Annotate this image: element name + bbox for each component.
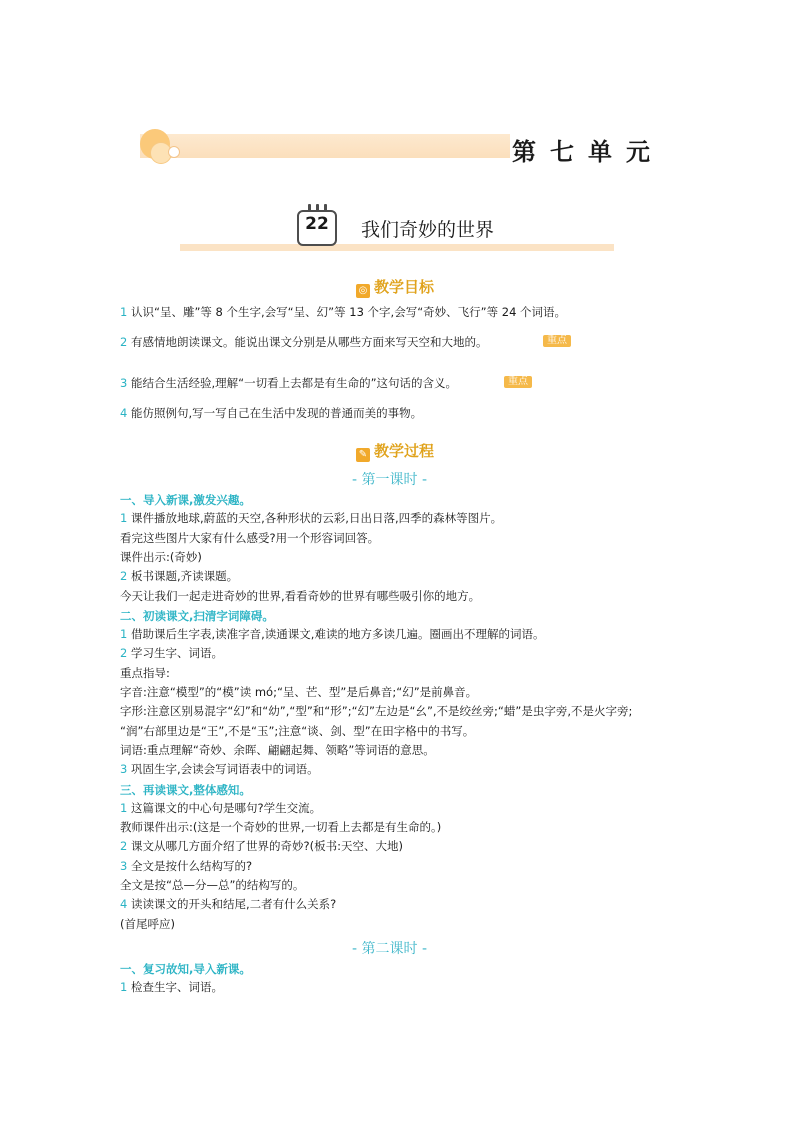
body-text <box>120 589 480 603</box>
step-number: 3 <box>120 858 131 873</box>
step-text: (首尾呼应) <box>120 916 175 931</box>
stage-heading: 一、复习故知,导入新课。 <box>120 962 251 976</box>
unit-title: 第七单元 <box>512 137 664 166</box>
decor-circle-icon <box>168 146 180 158</box>
step-number: 2 <box>120 646 131 661</box>
stage-heading: 一、导入新课,激发兴趣。 <box>120 493 251 507</box>
step-number: 2 <box>120 569 131 584</box>
process-heading <box>356 440 434 462</box>
step-text: 借助课后生字表,读准字音,读通课文,难读的地方多读几遍。圈画出不理解的词语。 <box>130 627 545 642</box>
body-text <box>120 820 441 834</box>
body-text <box>120 666 170 680</box>
stage-heading: 三、再读课文,整体感知。 <box>120 782 251 797</box>
objective-text: 有感情地朗读课文。能说出课文分别是从哪些方面来写天空和大地的。 <box>130 335 488 349</box>
objective-number: 3 <box>120 376 128 390</box>
lesson-title: 我们奇妙的世界 <box>361 219 495 241</box>
objective-item <box>120 376 457 390</box>
step-text: 全文是按什么结构写的? <box>130 858 253 873</box>
step-text: 板书课题,齐读课题。 <box>130 569 239 584</box>
step-text: 课件播放地球,蔚蓝的天空,各种形状的云彩,日出日落,四季的森林等图片。 <box>130 511 503 526</box>
period-one-label: - 第一课时 - <box>352 472 428 488</box>
objective-item <box>120 406 422 420</box>
step-text: 读读课文的开头和结尾,二者有什么关系? <box>130 897 337 912</box>
unit-header-band <box>140 134 510 158</box>
step-text: 教师课件出示:(这是一个奇妙的世界,一切看上去都是有生命的。) <box>120 820 442 835</box>
step-text: 字形:注意区别易混字“幻”和“幼”,“型”和“形”;“幻”左边是“幺”,不是绞丝旁;“蜡”是虫字旁,不是火字旁; <box>120 704 633 719</box>
key-point-badge: 重点 <box>543 335 571 347</box>
period-two-label: - 第二课时 - <box>352 941 428 957</box>
step-text: 这篇课文的中心句是哪句?学生交流。 <box>130 800 322 815</box>
numbered-step <box>120 511 502 525</box>
numbered-step <box>120 897 336 911</box>
step-text: 课文从哪几方面介绍了世界的奇妙?(板书:天空、大地) <box>130 839 403 854</box>
step-text: 学习生字、词语。 <box>130 646 223 661</box>
objective-number: 2 <box>120 335 128 349</box>
objective-text: 能结合生活经验,理解“一切看上去都是有生命的”这句话的含义。 <box>130 376 458 390</box>
key-point-badge: 重点 <box>504 376 532 388</box>
body-text <box>120 878 304 892</box>
step-number: 1 <box>120 511 131 526</box>
stage-heading: 二、初读课文,扫清字词障碍。 <box>120 608 274 623</box>
objectives-heading <box>356 276 434 298</box>
step-number: 3 <box>120 762 131 777</box>
step-text: 检查生字、词语。 <box>130 980 223 995</box>
body-text <box>120 724 474 738</box>
body-text <box>120 685 477 699</box>
step-text: 重点指导: <box>120 665 170 680</box>
numbered-step <box>120 980 223 994</box>
objective-text: 认识“呈、雕”等 8 个生字,会写“呈、幻”等 13 个字,会写“奇妙、飞行”等 24 个词语。 <box>130 305 567 319</box>
numbered-step <box>120 569 238 583</box>
objective-number: 4 <box>120 406 128 420</box>
body-text <box>120 704 632 718</box>
lesson-title-band <box>180 244 614 251</box>
numbered-step <box>120 762 319 776</box>
step-number: 2 <box>120 839 131 854</box>
step-text: 今天让我们一起走进奇妙的世界,看看奇妙的世界有哪些吸引你的地方。 <box>120 588 481 603</box>
step-text: “润”右部里边是“王”,不是“玉”;注意“谈、剑、型”在田字格中的书写。 <box>120 723 475 738</box>
objective-number: 1 <box>120 305 128 319</box>
lesson-number: 22 <box>305 214 329 234</box>
objectives-heading-text: 教学目标 <box>374 278 435 296</box>
numbered-step <box>120 859 252 873</box>
step-text: 看完这些图片大家有什么感受?用一个形容词回答。 <box>120 530 380 545</box>
step-number: 1 <box>120 980 131 995</box>
step-text: 词语:重点理解“奇妙、余晖、翩翩起舞、领略”等词语的意思。 <box>120 742 435 757</box>
pencil-icon: ✎ <box>356 448 370 462</box>
step-text: 字音:注意“模型”的“模”读 mó;“呈、芒、型”是后鼻音;“幻”是前鼻音。 <box>120 685 478 699</box>
target-icon: ◎ <box>356 284 370 298</box>
step-number: 1 <box>120 627 131 642</box>
body-text <box>120 550 202 564</box>
objective-item <box>120 305 566 319</box>
process-heading-text: 教学过程 <box>374 442 435 460</box>
numbered-step <box>120 801 321 815</box>
step-text: 巩固生字,会读会写词语表中的词语。 <box>130 762 319 777</box>
body-text <box>120 917 175 931</box>
step-text: 全文是按“总—分—总”的结构写的。 <box>120 878 305 892</box>
step-text: 课件出示:(奇妙) <box>120 549 202 564</box>
step-number: 4 <box>120 897 131 912</box>
objective-item <box>120 335 487 349</box>
step-number: 1 <box>120 800 131 815</box>
numbered-step <box>120 627 544 641</box>
numbered-step <box>120 646 223 660</box>
numbered-step <box>120 839 403 853</box>
objective-text: 能仿照例句,写一写自己在生活中发现的普通而美的事物。 <box>130 406 423 420</box>
body-text <box>120 743 435 757</box>
body-text <box>120 531 379 545</box>
